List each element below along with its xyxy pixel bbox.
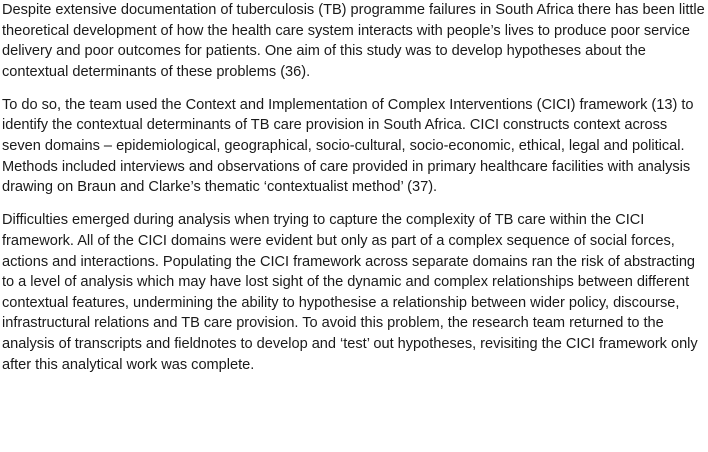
paragraph-methods: To do so, the team used the Context and Implementation of Complex Interventions (CICI) framework (13) to identify the contextual determinants of TB care provision in South Africa. CICI constructs context across seven domains – epidemiological, geographical, socio-cultural, socio-economic, ethical, legal and political. Methods included interviews and observations of care provided in primary healthcare facilities with analysis drawing on Braun and Clarke’s thematic ‘contextualist method’ (37). xyxy=(2,96,694,196)
document-body xyxy=(2,0,706,375)
paragraph-difficulties: Difficulties emerged during analysis when trying to capture the complexity of TB care within the CICI framework. All of the CICI domains were evident but only as part of a complex sequence of social forces, actions and interactions. Populating the CICI framework across separate domains ran the risk of abstracting to a level of analysis which may have lost sight of the dynamic and complex relationships between different contextual features, undermining the ability to hypothesise a relationship between wider policy, discourse, infrastructural relations and TB care provision. To avoid this problem, the research team returned to the analysis of transcripts and fieldnotes to develop and ‘test’ out hypotheses, revisiting the CICI framework only after this analytical work was complete. xyxy=(2,212,698,373)
paragraph-intro: Despite extensive documentation of tuberculosis (TB) programme failures in South Africa there has been little theoretical development of how the health care system interacts with people’s lives to produce poor service delivery and poor outcomes for patients. One aim of this study was to develop hypotheses about the contextual determinants of these problems (36). xyxy=(2,2,705,80)
